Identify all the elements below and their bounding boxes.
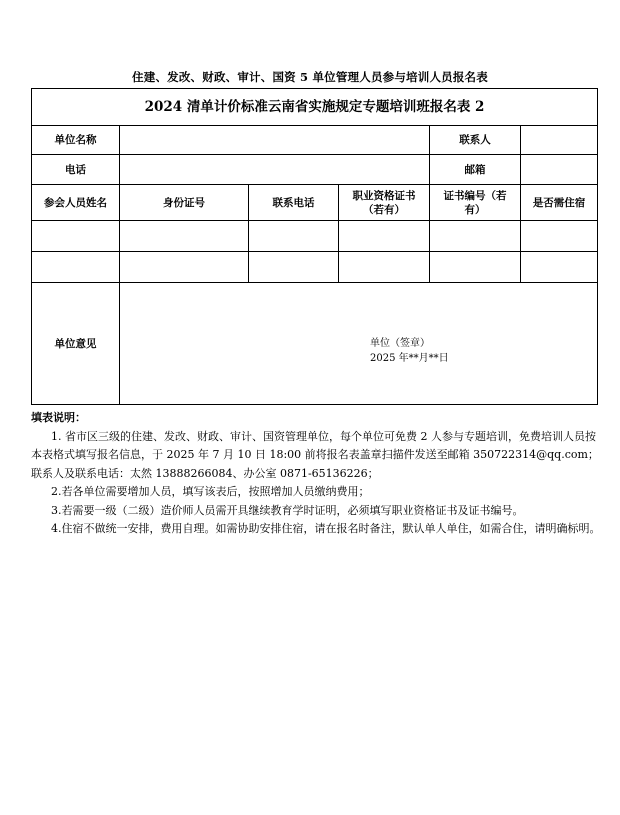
contact-label: 联系人 <box>430 126 521 155</box>
signature-date: 2025 年**月**日 <box>370 353 449 364</box>
form-title: 2024 清单计价标准云南省实施规定专题培训班报名表 2 <box>32 89 598 126</box>
cert-number-cell[interactable] <box>430 252 521 283</box>
document-pretitle: 住建、发改、财政、审计、国资 5 单位管理人员参与培训人员报名表 <box>132 70 488 84</box>
unit-opinion-label: 单位意见 <box>32 283 120 405</box>
phone-cell[interactable] <box>249 252 339 283</box>
instructions-heading: 填表说明： <box>31 411 86 424</box>
registration-form-table <box>31 88 598 405</box>
qualification-cell[interactable] <box>339 252 430 283</box>
phone-label: 电话 <box>32 155 120 185</box>
table-row <box>32 252 598 283</box>
unit-opinion-field[interactable] <box>120 283 598 405</box>
email-field[interactable] <box>521 155 598 185</box>
accommodation-cell[interactable] <box>521 221 598 252</box>
id-number-cell[interactable] <box>120 221 249 252</box>
phone-cell[interactable] <box>249 221 339 252</box>
cert-number-cell[interactable] <box>430 221 521 252</box>
col-header-name: 参会人员姓名 <box>32 185 120 221</box>
col-header-accommodation: 是否需住宿 <box>521 185 598 221</box>
id-number-cell[interactable] <box>120 252 249 283</box>
phone-field[interactable] <box>120 155 430 185</box>
table-row <box>32 221 598 252</box>
email-label: 邮箱 <box>430 155 521 185</box>
signature-label: 单位（签章） <box>370 338 430 349</box>
unit-name-field[interactable] <box>120 126 430 155</box>
col-header-phone: 联系电话 <box>249 185 339 221</box>
signature-block <box>370 336 449 366</box>
col-header-qualification: 职业资格证书 （若有） <box>339 185 430 221</box>
instruction-item: 4.住宿不做统一安排，费用自理。如需协助安排住宿，请在报名时备注，默认单人单住，如需合住，请明确标明。 <box>51 522 601 535</box>
col-header-id-number: 身份证号 <box>120 185 249 221</box>
attendee-name-cell[interactable] <box>32 252 120 283</box>
instruction-item: 1. 省市区三级的住建、发改、财政、审计、国资管理单位，每个单位可免费 2 人参与专题培训，免费培训人员按本表格式填写报名信息，于 2025 年 7 月 10 日 18:00 前将报名表盖章扫描件发送至邮箱 350722314@qq.com；联系人及联系电话：太然 13888266084、办公室 0871-65136226； <box>31 429 599 480</box>
instructions <box>31 409 601 539</box>
attendee-name-cell[interactable] <box>32 221 120 252</box>
unit-name-label: 单位名称 <box>32 126 120 155</box>
accommodation-cell[interactable] <box>521 252 598 283</box>
contact-field[interactable] <box>521 126 598 155</box>
instruction-item: 3.若需要一级（二级）造价师人员需开具继续教育学时证明，必须填写职业资格证书及证书编号。 <box>51 503 524 517</box>
instruction-item: 2.若各单位需要增加人员，填写该表后，按照增加人员缴纳费用； <box>51 485 370 498</box>
qualification-cell[interactable] <box>339 221 430 252</box>
col-header-cert-number: 证书编号（若 有） <box>430 185 521 221</box>
